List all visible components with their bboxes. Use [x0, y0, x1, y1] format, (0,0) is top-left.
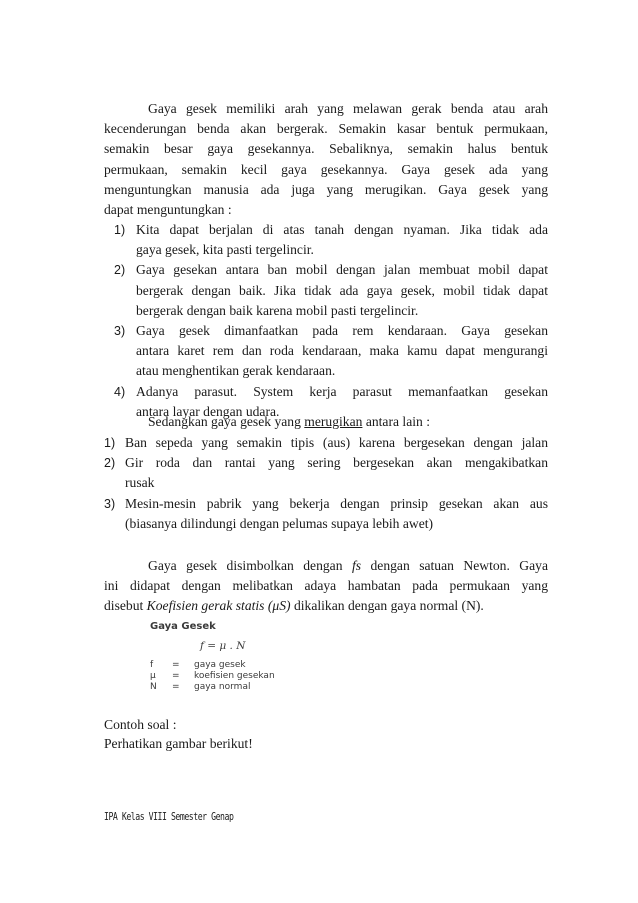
list-line: Mesin-mesin pabrik yang bekerja dengan prinsip gesekan akan aus [125, 495, 548, 511]
list-line: gaya gesek, kita pasti tergelincir. [136, 242, 314, 258]
harms-intro [148, 412, 548, 432]
formula-equals: = [172, 660, 180, 670]
list-number: 2) [114, 263, 126, 278]
paragraph-text: dengan satuan Newton. Gaya [361, 558, 548, 573]
list-item [114, 260, 548, 321]
list-item [104, 494, 548, 534]
list-number: 2) [104, 456, 116, 471]
example-heading: Contoh soal : [104, 717, 177, 732]
list-line: rusak [125, 475, 155, 491]
formula-title: Gaya Gesek [150, 621, 216, 632]
formula-equals: = [172, 682, 180, 692]
list-item [114, 220, 548, 260]
list-item [104, 433, 548, 453]
list-line: Gir roda dan rantai yang sering bergesekan akan mengakibatkan [125, 455, 548, 471]
paragraph-line: ini didapat dengan melibatkan adaya hambatan pada permukaan yang [104, 578, 548, 594]
paragraph-text: dikalikan dengan gaya normal (N). [290, 598, 484, 614]
formula-symbol: N [150, 682, 157, 692]
paragraph-line: menguntungkan manusia ada juga yang merugikan. Gaya gesek yang [104, 181, 548, 197]
coefficient-term: Koefisien gerak statis (μS) [146, 598, 291, 614]
formula-description: gaya normal [194, 682, 251, 692]
list-line: Ban sepeda yang semakin tipis (aus) karena bergesekan dengan jalan [125, 435, 548, 450]
list-line: bergerak dengan baik. Jika tidak ada gaya gesek, mobil tidak dapat [136, 282, 548, 298]
paragraph-text: Gaya gesek disimbolkan dengan [148, 558, 352, 573]
list-number: 1) [104, 436, 116, 450]
formula-description: koefisien gesekan [194, 671, 275, 681]
formula-equation: f = μ . N [200, 640, 246, 652]
page-footer: IPA Kelas VIII Semester Genap [104, 811, 234, 823]
paragraph-line [104, 556, 548, 576]
harms-intro-underlined: merugikan [304, 414, 363, 429]
paragraph-line: permukaan, semakin kecil gaya gesekannya. Gaya gesek ada yang [104, 161, 548, 177]
list-number: 3) [104, 496, 116, 511]
list-line: bergerak dengan baik karena mobil pasti tergelincir. [136, 302, 419, 318]
list-line: Gaya gesek dimanfaatkan pada rem kendaraan. Gaya gesekan [136, 323, 548, 339]
list-line: Gaya gesekan antara ban mobil dengan jalan membuat mobil dapat [136, 262, 548, 278]
list-item [104, 453, 548, 493]
list-line: (biasanya dilindungi dengan pelumas supaya lebih awet) [125, 515, 434, 531]
formula-symbol: f [150, 660, 154, 670]
list-line: antara karet rem dan roda kendaraan, maka kamu dapat mengurangi [136, 343, 548, 359]
example-section [104, 715, 548, 753]
paragraph-line: dapat menguntungkan : [104, 202, 232, 218]
benefits-list [114, 220, 548, 422]
paragraph-line: semakin besar gaya gesekannya. Sebaliknya, semakin halus bentuk [104, 141, 548, 157]
symbol-paragraph [104, 556, 548, 617]
paragraph-text: disebut [104, 598, 147, 614]
example-instruction: Perhatikan gambar berikut! [104, 736, 253, 751]
list-number: 4) [114, 384, 126, 399]
paragraph-line [104, 596, 548, 616]
formula-equals: = [172, 671, 180, 681]
harms-list [104, 433, 548, 534]
list-item [114, 321, 548, 382]
harms-intro-text-end: antara lain : [362, 414, 430, 429]
list-line: Kita dapat berjalan di atas tanah dengan nyaman. Jika tidak ada [136, 222, 548, 237]
list-line: atau menghentikan gerak kendaraan. [136, 363, 336, 379]
formula-description: gaya gesek [194, 660, 246, 670]
list-number: 3) [114, 324, 126, 339]
friction-formula-box [150, 619, 290, 695]
paragraph-line: Gaya gesek memiliki arah yang melawan gerak benda atau arah [148, 101, 548, 116]
symbol-fs: fs [351, 558, 362, 573]
harms-intro-text: Sedangkan gaya gesek yang [148, 414, 305, 429]
list-line: Adanya parasut. System kerja parasut memanfaatkan gesekan [136, 383, 548, 399]
paragraph-line: kecenderungan benda akan bergerak. Semakin kasar bentuk permukaan, [104, 121, 548, 137]
formula-symbol: μ [150, 671, 156, 681]
list-line: antara layar dengan udara. [136, 403, 280, 419]
intro-paragraph [104, 99, 548, 220]
list-number: 1) [114, 223, 126, 237]
